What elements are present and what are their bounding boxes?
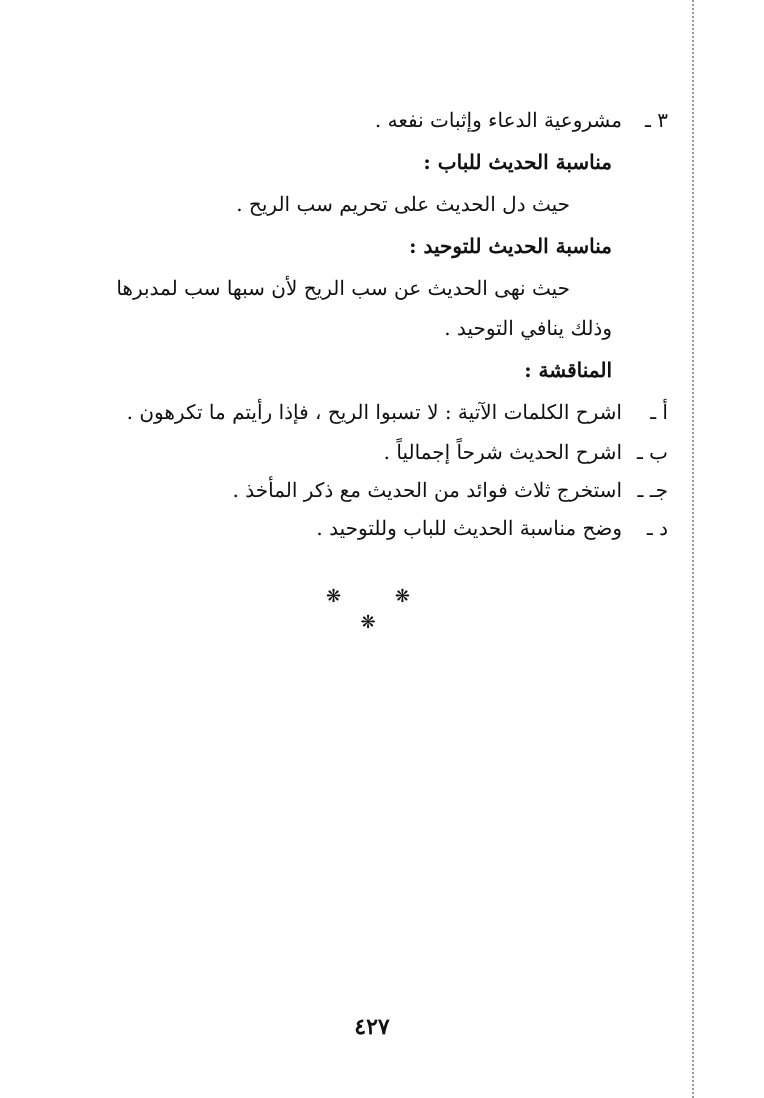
point-3-marker: ٣ ـ (645, 108, 668, 132)
chapter-relevance-text: حيث دل الحديث على تحريم سب الريح . (236, 192, 570, 216)
question-a (127, 396, 668, 428)
point-3-text: مشروعية الدعاء وإثبات نفعه . (374, 108, 622, 132)
tawhid-relevance-text-line-2: وذلك ينافي التوحيد . (444, 316, 612, 340)
discussion-heading: المناقشة : (524, 358, 612, 382)
question-a-marker: أ ـ (650, 400, 668, 424)
question-d-text: وضح مناسبة الحديث للباب وللتوحيد . (316, 516, 622, 540)
question-b-text: اشرح الحديث شرحاً إجمالياً . (383, 440, 622, 464)
page-edge-dotted-line (692, 0, 694, 1098)
question-d (316, 512, 668, 544)
question-d-marker: د ـ (646, 516, 668, 540)
point-3 (375, 104, 668, 136)
question-c-marker: جـ ـ (637, 478, 668, 502)
question-a-text: اشرح الكلمات الآتية : لا تسبوا الريح ، فإذا رأيتم ما تكرهون . (126, 400, 622, 424)
question-b (384, 436, 668, 468)
question-c (233, 474, 668, 506)
chapter-relevance-heading: مناسبة الحديث للباب : (423, 150, 612, 174)
question-b-marker: ب ـ (636, 440, 668, 464)
tawhid-relevance-text-line-1: حيث نهى الحديث عن سب الريح لأن سبها سب لمدبرها (116, 276, 570, 300)
question-c-text: استخرج ثلاث فوائد من الحديث مع ذكر المأخذ . (232, 478, 622, 502)
section-separator-stars: ❋ ❋ ❋ (326, 586, 434, 633)
tawhid-relevance-heading: مناسبة الحديث للتوحيد : (409, 234, 612, 258)
page-number: ٤٢٧ (354, 1014, 390, 1040)
